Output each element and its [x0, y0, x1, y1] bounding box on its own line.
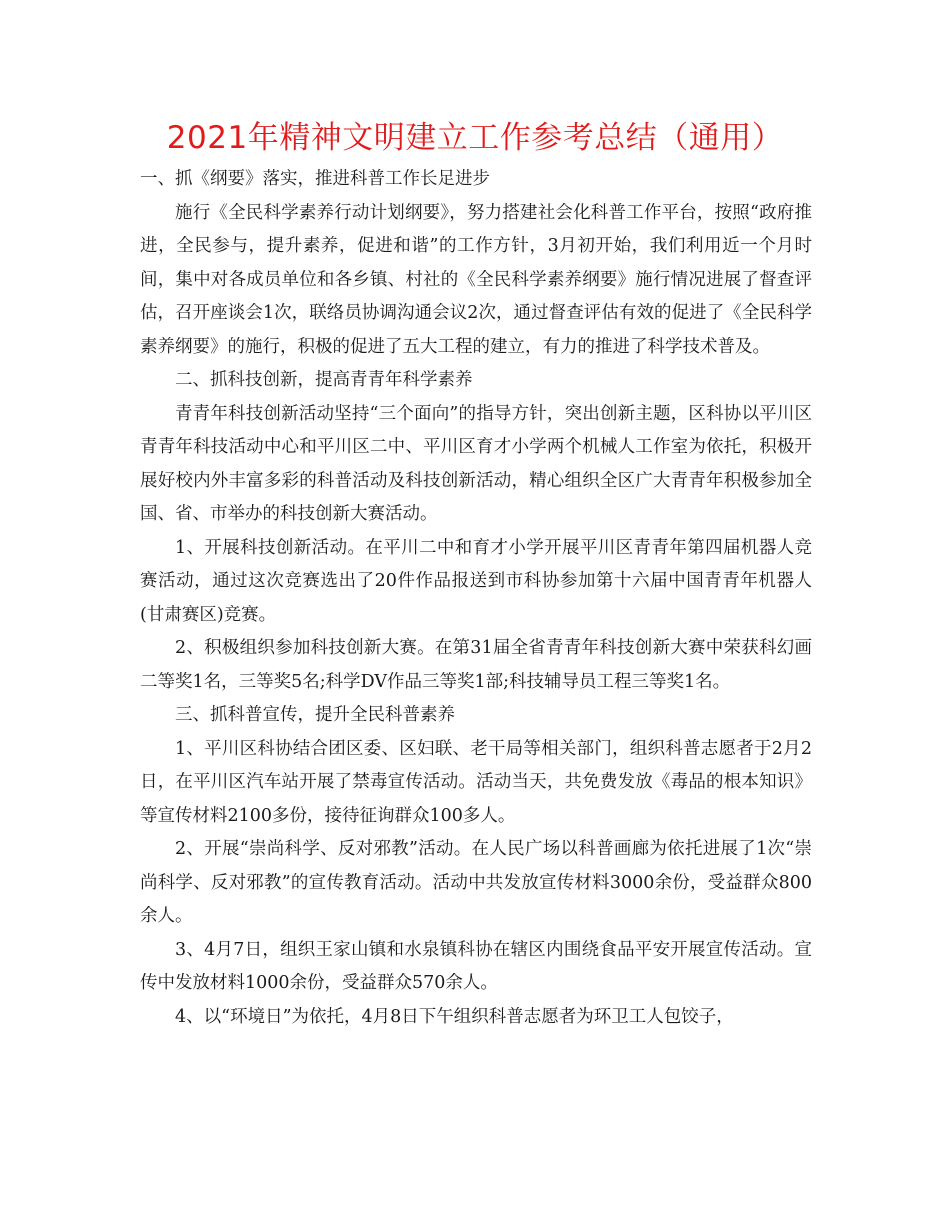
document-body [140, 163, 812, 1034]
body-paragraph: 2、积极组织参加科技创新大赛。在第31届全省青青年科技创新大赛中荣获科幻画二等奖1名，三等奖5名;科学DV作品三等奖1部;科技辅导员工程三等奖1名。 [140, 638, 812, 692]
body-paragraph: 3、4月7日，组织王家山镇和水泉镇科协在辖区内围绕食品平安开展宣传活动。宣传中发放材料1000余份，受益群众570余人。 [140, 939, 812, 993]
body-paragraph: 1、平川区科协结合团区委、区妇联、老干局等相关部门，组织科普志愿者于2月2日，在平川区汽车站开展了禁毒宣传活动。活动当天，共免费发放《毒品的根本知识》等宣传材料2100多份，接待征询群众100多人。 [140, 738, 812, 826]
body-paragraph: 一、抓《纲要》落实，推进科普工作长足进步 [140, 169, 490, 189]
body-paragraph: 二、抓科技创新，提高青青年科学素养 [175, 370, 473, 390]
body-paragraph: 三、抓科普宣传，提升全民科普素养 [175, 705, 455, 725]
document-title: 2021年精神文明建立工作参考总结（通用） [166, 120, 784, 156]
body-paragraph: 4、以“环境日”为依托，4月8日下午组织科普志愿者为环卫工人包饺子， [175, 1006, 734, 1027]
body-paragraph: 施行《全民科学素养行动计划纲要》，努力搭建社会化科普工作平台，按照“政府推进，全民参与，提升素养，促进和谐”的工作方针，3月初开始，我们利用近一个月时间，集中对各成员单位和各乡镇、村社的《全民科学素养纲要》施行情况进展了督查评估，召开座谈会1次，联络员协调沟通会议2次，通过督查评估有效的促进了《全民科学素养纲要》的施行，积极的促进了五大工程的建立，有力的推进了科学技术普及。 [140, 202, 812, 357]
body-paragraph: 青青年科技创新活动坚持“三个面向”的指导方针，突出创新主题，区科协以平川区青青年科技活动中心和平川区二中、平川区育才小学两个机械人工作室为依托，积极开展好校内外丰富多彩的科普活动及科技创新活动，精心组织全区广大青青年积极参加全国、省、市举办的科技创新大赛活动。 [140, 403, 812, 524]
body-paragraph: 2、开展“崇尚科学、反对邪教”活动。在人民广场以科普画廊为依托进展了1次“崇尚科学、反对邪教”的宣传教育活动。活动中共发放宣传材料3000余份，受益群众800余人。 [140, 839, 812, 926]
body-paragraph: 1、开展科技创新活动。在平川二中和育才小学开展平川区青青年第四届机器人竞赛活动，通过这次竞赛选出了20件作品报送到市科协参加第十六届中国青青年机器人(甘肃赛区)竞赛。 [140, 537, 812, 625]
